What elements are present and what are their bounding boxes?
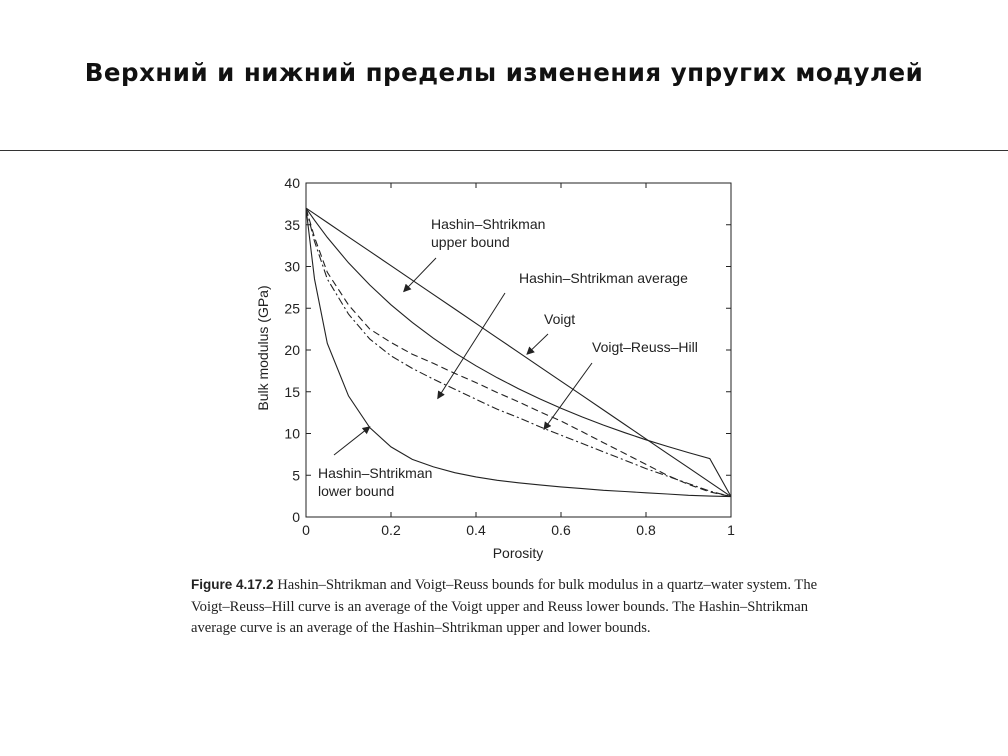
y-tick-label: 35 <box>284 216 300 233</box>
x-tick-label: 0.8 <box>636 522 656 538</box>
x-tick-label: 0.6 <box>551 522 571 538</box>
annotation-label: lower bound <box>318 483 395 499</box>
y-tick-label: 25 <box>284 300 300 317</box>
y-tick-label: 30 <box>284 258 300 275</box>
y-tick-label: 10 <box>284 425 300 442</box>
annotation-arrow <box>438 293 505 398</box>
x-axis-label: Porosity <box>492 545 544 561</box>
annotation-label: Voigt–Reuss–Hill <box>592 339 698 355</box>
annotation-label: Hashin–Shtrikman <box>318 465 433 481</box>
y-axis-label: Bulk modulus (GPa) <box>255 285 271 411</box>
slide-title: Верхний и нижний пределы изменения упругих модулей <box>84 58 924 87</box>
annotation-label: Voigt <box>544 311 576 327</box>
y-tick-label: 20 <box>284 342 300 358</box>
y-tick-label: 15 <box>284 383 300 400</box>
x-tick-label: 0.2 <box>381 522 401 538</box>
figure-caption-label: Figure 4.17.2 <box>191 577 274 592</box>
y-tick-label: 5 <box>292 467 300 484</box>
y-tick-label: 0 <box>292 509 300 525</box>
annotation-arrow <box>544 363 592 429</box>
x-tick-label: 0.4 <box>466 522 486 538</box>
annotation-label: Hashin–Shtrikman <box>431 216 546 232</box>
figure-caption-text: Hashin–Shtrikman and Voigt–Reuss bounds for bulk modulus in a quartz–water system. The Voigt–Reuss–Hill curve is an average of the Voigt upper and Reuss lower bounds. The Hashin–Shtrikman average curve is an average of the Hashin–Shtrikman upper and lower bounds. <box>191 577 818 636</box>
y-tick-label: 40 <box>284 175 300 191</box>
x-tick-label: 1 <box>727 522 735 538</box>
figure-caption <box>191 574 841 640</box>
x-tick-label: 0 <box>302 522 310 538</box>
annotation-label: upper bound <box>431 234 510 250</box>
annotation-arrow <box>404 258 436 292</box>
annotation-label: Hashin–Shtrikman average <box>519 270 688 286</box>
annotations <box>318 216 698 499</box>
annotation-arrow <box>334 427 370 455</box>
annotation-arrow <box>527 334 548 354</box>
